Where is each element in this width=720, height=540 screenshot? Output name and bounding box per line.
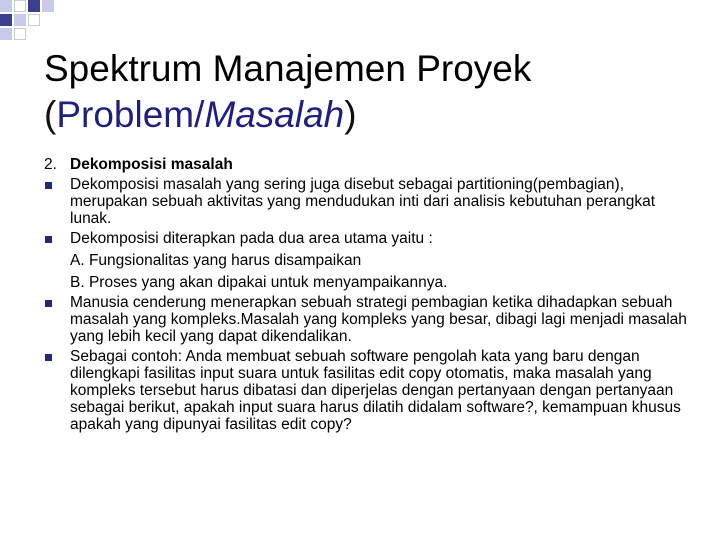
title-masalah: Masalah: [204, 94, 345, 135]
section-heading-text: Dekomposisi masalah: [70, 156, 233, 173]
corner-decoration: [0, 0, 60, 40]
title-line-2: [44, 92, 704, 138]
slide-title: [44, 46, 704, 138]
title-close-paren: ): [344, 94, 357, 135]
section-number: 2.: [44, 156, 57, 173]
bullet-item-4: [44, 348, 694, 433]
title-problem: Problem/: [56, 94, 205, 135]
bullet-text: Dekomposisi masalah yang sering juga disebut sebagai partitioning(pembagian), merupakan sebuah aktivitas yang mendudukan inti dari analisis kebutuhan perangkat lunak.: [70, 176, 656, 227]
sub-item-a: A. Fungsionalitas yang harus disampaikan: [70, 252, 362, 269]
square-bullet-icon: [45, 300, 52, 307]
slide-body: [44, 156, 694, 436]
title-line-1: Spektrum Manajemen Proyek: [44, 48, 532, 89]
square-bullet-icon: [45, 182, 52, 189]
bullet-text: Dekomposisi diterapkan pada dua area utama yaitu :: [70, 230, 433, 247]
square-bullet-icon: [45, 354, 52, 361]
bullet-item-1: [44, 176, 694, 227]
title-open-paren: (: [44, 94, 57, 135]
section-heading: [44, 156, 694, 173]
sub-item-b: B. Proses yang akan dipakai untuk menyampaikannya.: [70, 274, 448, 291]
square-bullet-icon: [45, 236, 52, 243]
bullet-item-2: [44, 230, 694, 291]
bullet-text: Sebagai contoh: Anda membuat sebuah software pengolah kata yang baru dengan dilengkapi fasilitas input suara untuk fasilitas edit copy otomatis, maka masalah yang kompleks tersebut harus dibatasi dan diperjelas dengan pertanyaan dengan pertanyaan sebagai berikut, apakah input suara harus dilatih didalam software?, kemampuan khusus apakah yang dipunyai fasilitas edit copy?: [70, 348, 681, 433]
bullet-text: Manusia cenderung menerapkan sebuah strategi pembagian ketika dihadapkan sebuah masalah yang kompleks.Masalah yang kompleks yang besar, dibagi lagi menjadi masalah yang lebih kecil yang dapat dikendalikan.: [70, 294, 687, 345]
bullet-item-3: [44, 294, 694, 345]
